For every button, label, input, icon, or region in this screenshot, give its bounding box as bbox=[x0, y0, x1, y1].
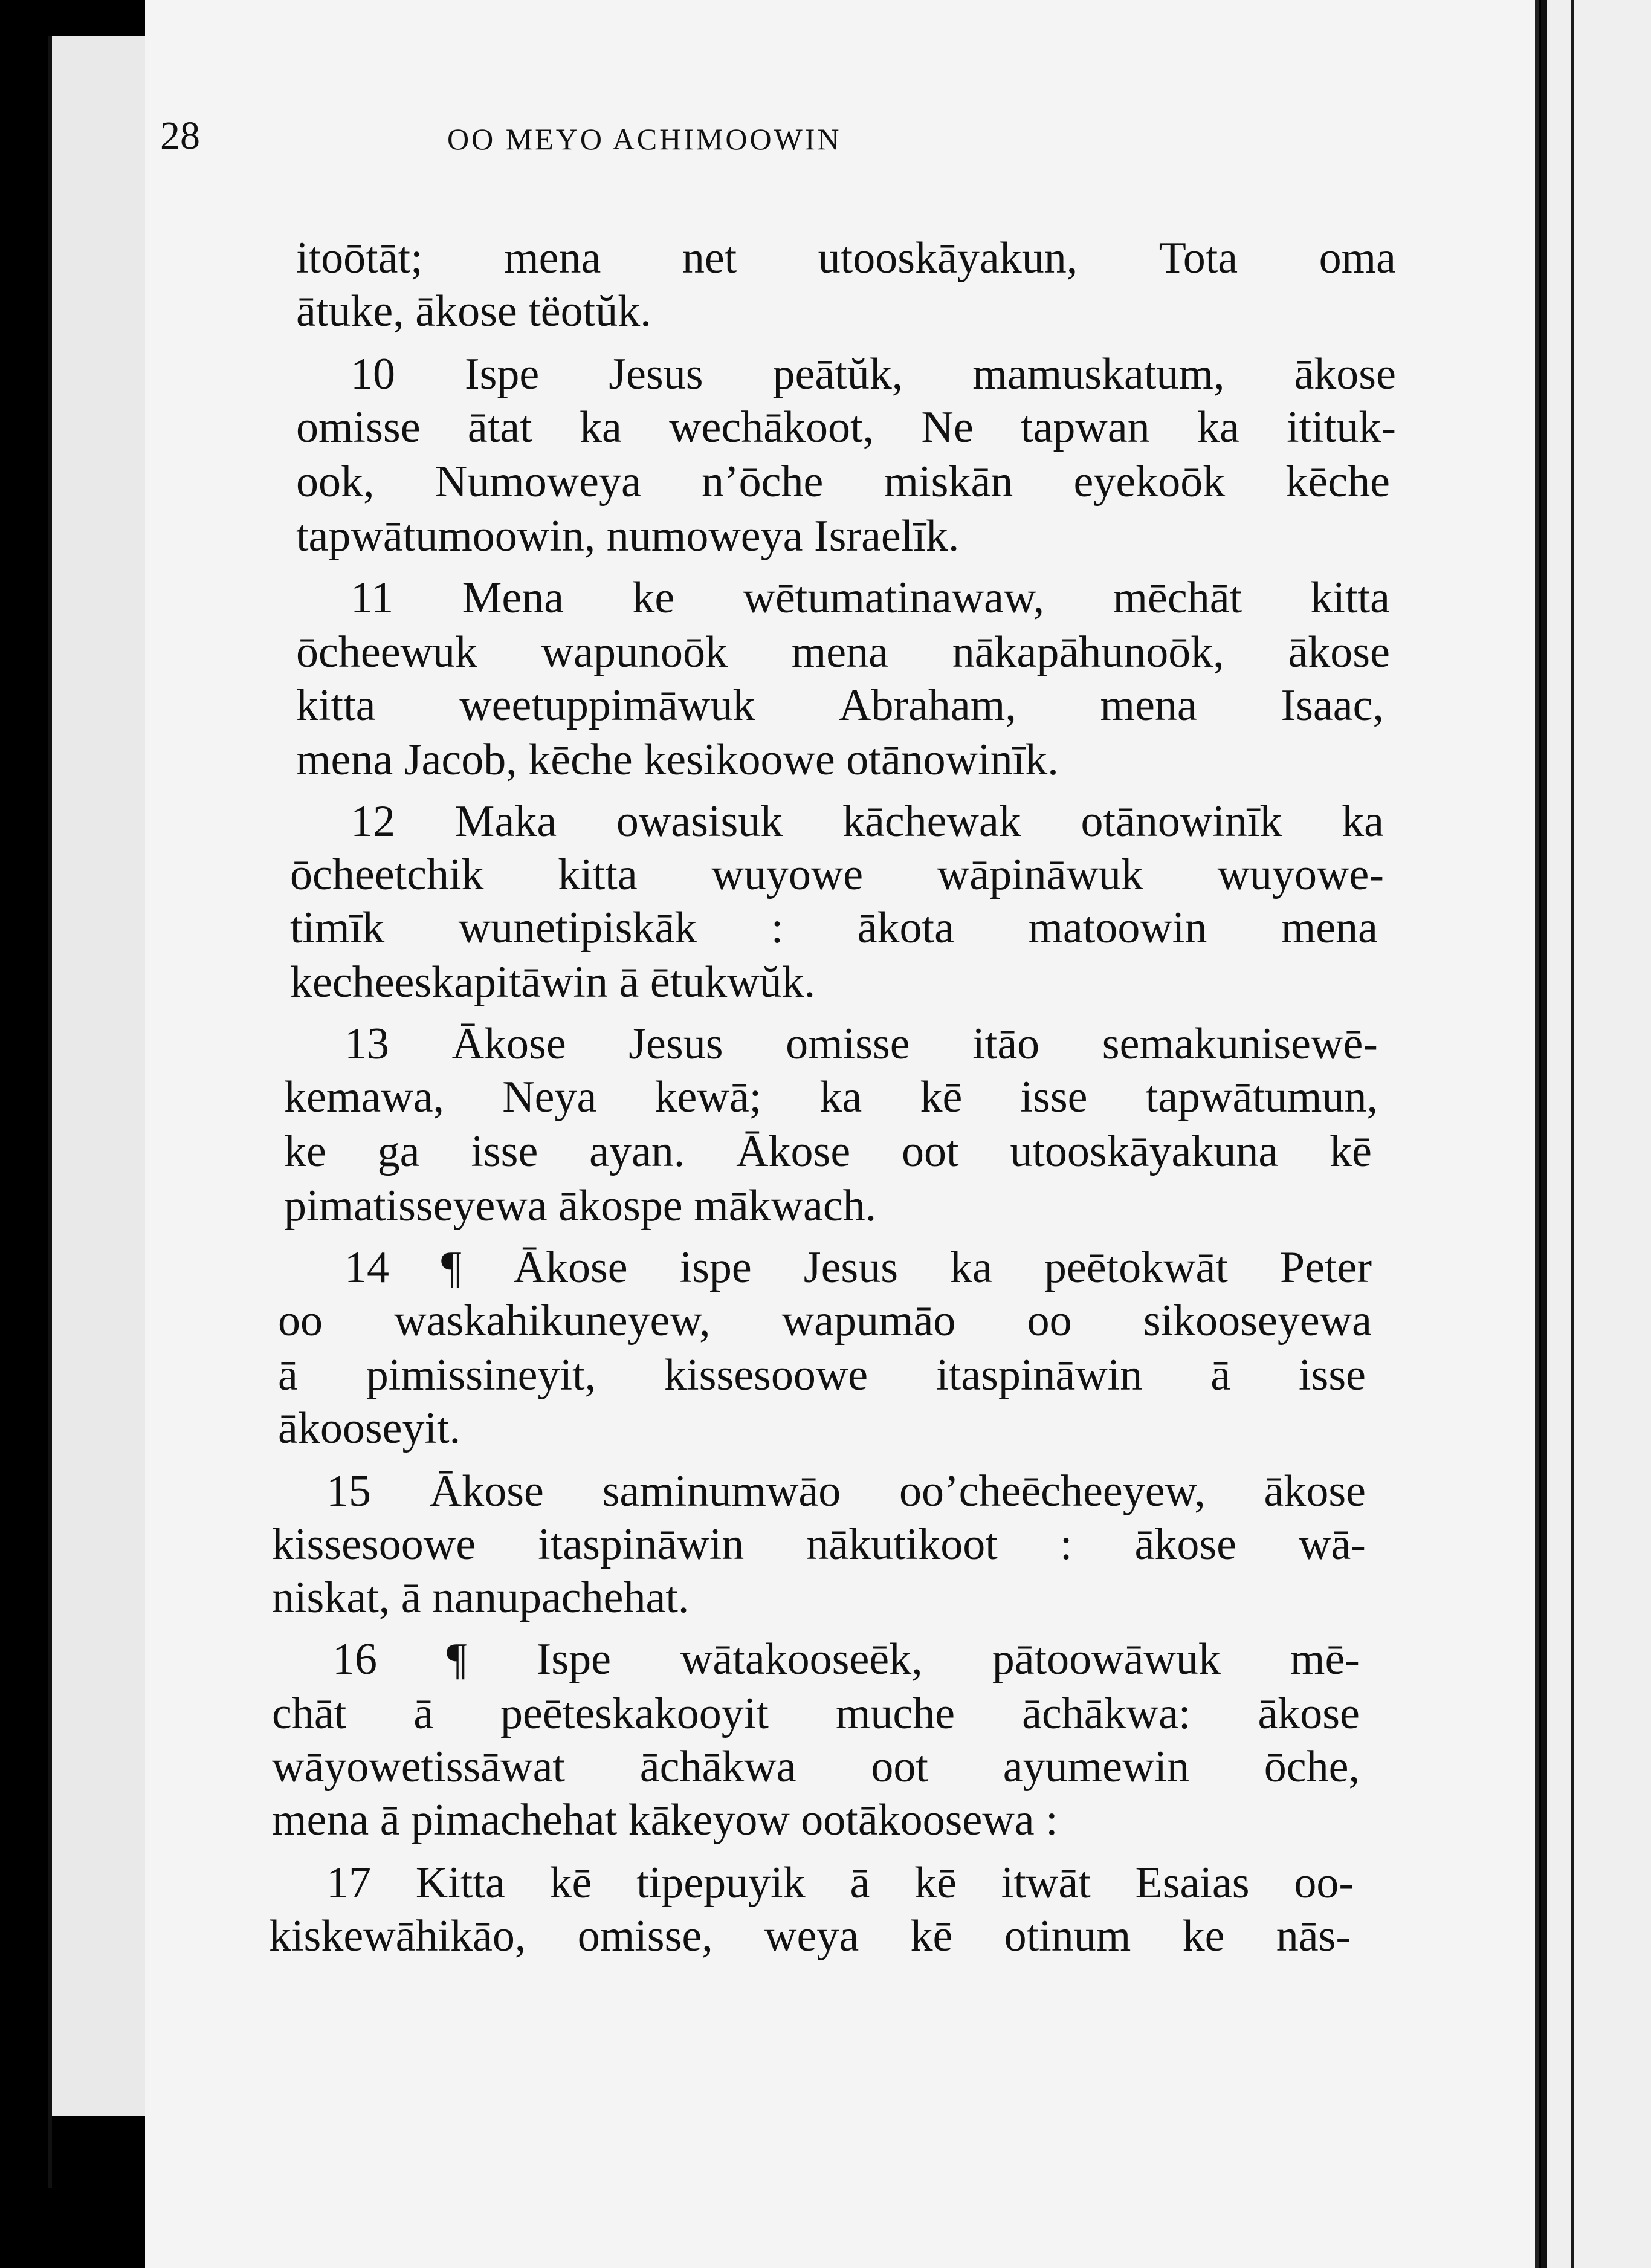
text-line-23: 15 Ākose saminumwāo oo’cheēcheeyew, ākose bbox=[326, 1466, 1366, 1516]
text-line-15: 13 Ākose Jesus omisse itāo semakunisewē- bbox=[344, 1019, 1378, 1069]
text-line-29: mena ā pimachehat kākeyow ootākoosewa : bbox=[272, 1795, 1058, 1845]
text-line-28: wāyowetissāwat āchākwa oot ayumewin ōche, bbox=[272, 1742, 1360, 1792]
text-line-13: timīk wunetipiskāk : ākota matoowin mena bbox=[290, 903, 1378, 953]
text-line-11: 12 Maka owasisuk kāchewak otānowinīk ka bbox=[351, 797, 1384, 846]
text-line-5: ook, Numoweya n’ōche miskān eyekoōk kēche bbox=[296, 457, 1390, 507]
text-line-16: kemawa, Neya kewā; ka kē isse tapwātumun, bbox=[284, 1072, 1378, 1122]
text-line-12: ōcheetchik kitta wuyowe wāpināwuk wuyowe- bbox=[290, 850, 1384, 899]
text-line-4: omisse ātat ka wechākoot, Ne tapwan ka itituk- bbox=[296, 403, 1396, 452]
text-line-3: 10 Ispe Jesus peātŭk, mamuskatum, ākose bbox=[351, 349, 1396, 399]
text-line-27: chāt ā peēteskakooyit muche āchākwa: ākose bbox=[272, 1689, 1360, 1738]
text-line-31: kiskewāhikāo, omisse, weya kē otinum ke nās- bbox=[269, 1911, 1351, 1961]
text-line-2: ātuke, ākose tëotŭk. bbox=[296, 287, 651, 336]
text-line-14: kecheeskapitāwin ā ētukwŭk. bbox=[290, 957, 816, 1007]
page-number: 28 bbox=[160, 114, 200, 158]
text-line-1: itoōtāt; mena net utooskāyakun, Tota oma bbox=[296, 233, 1396, 283]
text-line-30: 17 Kitta kē tipepuyik ā kē itwāt Esaias oo- bbox=[326, 1858, 1354, 1908]
text-line-22: ākooseyit. bbox=[278, 1404, 461, 1453]
text-line-20: oo waskahikuneyew, wapumāo oo sikooseyewa bbox=[278, 1296, 1372, 1346]
text-line-26: 16 ¶ Ispe wātakooseēk, pātoowāwuk mē- bbox=[332, 1635, 1360, 1684]
running-head: OO MEYO ACHIMOOWIN bbox=[447, 122, 842, 156]
text-line-9: kitta weetuppimāwuk Abraham, mena Isaac, bbox=[296, 681, 1384, 730]
text-line-25: niskat, ā nanupachehat. bbox=[272, 1573, 690, 1622]
text-line-6: tapwātumoowin, numoweya Israelīk. bbox=[296, 511, 960, 561]
text-line-10: mena Jacob, kēche kesikoowe otānowinīk. bbox=[296, 735, 1059, 785]
text-line-19: 14 ¶ Ākose ispe Jesus ka peētokwāt Peter bbox=[344, 1243, 1372, 1292]
text-line-24: kissesoowe itaspināwin nākutikoot : ākose wā- bbox=[272, 1520, 1366, 1569]
text-line-21: ā pimissineyit, kissesoowe itaspināwin ā isse bbox=[278, 1350, 1366, 1400]
text-line-8: ōcheewuk wapunoōk mena nākapāhunoōk, ākose bbox=[296, 627, 1390, 677]
text-line-7: 11 Mena ke wētumatinawaw, mēchāt kitta bbox=[351, 573, 1390, 623]
text-line-18: pimatisseyewa ākospe mākwach. bbox=[284, 1181, 877, 1231]
text-line-17: ke ga isse ayan. Ākose oot utooskāyakuna kē bbox=[284, 1127, 1372, 1176]
